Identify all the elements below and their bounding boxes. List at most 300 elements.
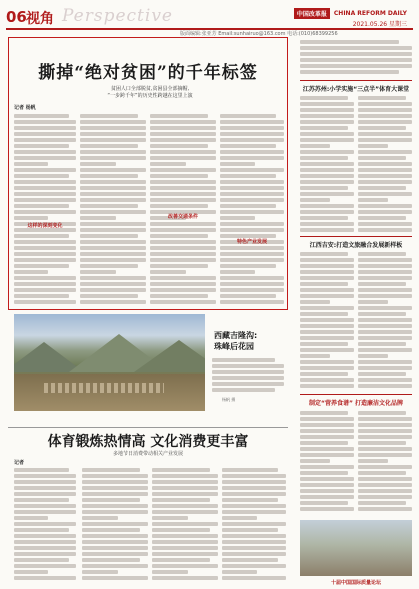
- text-line: [358, 507, 412, 511]
- text-line: [300, 378, 354, 382]
- text-line: [14, 192, 76, 196]
- text-line: [220, 168, 284, 172]
- text-line: [14, 144, 69, 148]
- text-line: [80, 264, 138, 268]
- text-line: [358, 348, 412, 352]
- text-line: [300, 120, 354, 124]
- text-line: [300, 495, 354, 499]
- text-line: [150, 162, 186, 166]
- text-line: [80, 282, 146, 286]
- text-line: [300, 294, 354, 298]
- text-line: [14, 522, 76, 526]
- text-line: [222, 576, 286, 580]
- text-line: [82, 498, 140, 502]
- text-line: [14, 288, 76, 292]
- text-line: [300, 489, 354, 493]
- text-line: [82, 528, 140, 532]
- text-line: [358, 417, 412, 421]
- text-line: [300, 465, 354, 469]
- page-number: 06: [6, 8, 27, 26]
- text-line: [222, 504, 286, 508]
- text-line: [300, 58, 412, 62]
- text-line: [300, 330, 354, 334]
- text-line: [358, 459, 388, 463]
- text-line: [358, 477, 412, 481]
- text-line: [14, 204, 69, 208]
- text-line: [152, 552, 218, 556]
- text-line: [14, 114, 69, 118]
- text-line: [358, 300, 388, 304]
- text-line: [80, 276, 146, 280]
- text-line: [358, 150, 412, 154]
- photo-caption-title: [214, 330, 284, 352]
- section-title-en: Perspective: [62, 6, 173, 26]
- text-line: [212, 364, 284, 368]
- text-line: [80, 156, 146, 160]
- text-line: [14, 480, 76, 484]
- text-line: [150, 150, 216, 154]
- text-line: [150, 264, 208, 268]
- text-line: [300, 162, 354, 166]
- text-line: [82, 576, 148, 580]
- text-line: [300, 300, 330, 304]
- text-line: [80, 216, 116, 220]
- text-line: [80, 186, 146, 190]
- right-rule-2: [300, 236, 412, 237]
- section2-byline: 记者: [14, 460, 25, 466]
- text-line: [222, 474, 286, 478]
- text-line: [300, 156, 348, 160]
- text-line: [80, 180, 146, 184]
- text-line: [300, 168, 354, 172]
- text-line: [14, 132, 76, 136]
- text-line: [150, 192, 216, 196]
- text-line: [152, 528, 210, 532]
- text-line: [358, 384, 412, 388]
- text-line: [300, 507, 354, 511]
- text-line: [358, 228, 412, 232]
- text-line: [222, 486, 286, 490]
- text-line: [300, 180, 354, 184]
- text-line: [358, 126, 406, 130]
- text-line: [80, 120, 146, 124]
- text-line: [14, 540, 76, 544]
- text-line: [152, 498, 210, 502]
- text-line: [14, 210, 76, 214]
- text-line: [300, 108, 354, 112]
- text-line: [80, 258, 146, 262]
- text-line: [358, 270, 412, 274]
- feature-column-2: [80, 112, 146, 304]
- text-line: [300, 336, 354, 340]
- text-line: [82, 510, 148, 514]
- text-line: [300, 429, 354, 433]
- feature-subhead: [40, 86, 260, 100]
- text-line: [152, 468, 210, 472]
- text-line: [300, 198, 330, 202]
- text-line: [300, 210, 354, 214]
- text-line: [222, 534, 286, 538]
- text-line: [300, 64, 412, 68]
- section2-column-3: [152, 466, 218, 584]
- text-line: [220, 198, 284, 202]
- text-line: [220, 156, 284, 160]
- text-line: [358, 138, 412, 142]
- text-line: [358, 186, 406, 190]
- text-line: [220, 180, 284, 184]
- text-line: [220, 120, 284, 124]
- text-line: [220, 132, 284, 136]
- text-line: [300, 270, 354, 274]
- text-line: [358, 180, 412, 184]
- text-line: [358, 378, 412, 382]
- text-line: [220, 192, 284, 196]
- text-line: [300, 312, 348, 316]
- text-line: [150, 180, 216, 184]
- text-line: [222, 564, 286, 568]
- text-line: [14, 276, 76, 280]
- right-story2-col2: [358, 250, 412, 390]
- text-line: [358, 471, 406, 475]
- feature-column-4: [220, 112, 284, 304]
- text-line: [14, 240, 76, 244]
- feature-subhead-line2: “一步跨千年”的历史性跨越在这里上演: [107, 93, 193, 99]
- text-line: [358, 312, 406, 316]
- text-line: [300, 354, 330, 358]
- text-line: [82, 546, 148, 550]
- section2-column-1: [14, 466, 76, 584]
- text-line: [358, 294, 412, 298]
- text-line: [222, 552, 286, 556]
- text-line: [150, 132, 216, 136]
- text-line: [358, 423, 412, 427]
- section-title: 视角: [26, 11, 54, 27]
- text-line: [212, 376, 284, 380]
- text-line: [80, 114, 138, 118]
- text-line: [300, 46, 412, 50]
- text-line: [212, 388, 275, 392]
- text-line: [150, 120, 216, 124]
- text-line: [150, 270, 186, 274]
- text-line: [80, 240, 146, 244]
- text-line: [300, 144, 330, 148]
- text-line: [358, 435, 412, 439]
- text-line: [300, 96, 348, 100]
- photo-caption-line1: 西藏吉隆沟:: [214, 331, 258, 340]
- text-line: [220, 300, 284, 304]
- text-line: [14, 564, 76, 568]
- right-story2-title: 江西吉安:打造文旅融合发展新样板: [309, 242, 403, 249]
- text-line: [300, 477, 354, 481]
- text-line: [14, 504, 76, 508]
- text-line: [150, 144, 208, 148]
- text-line: [358, 258, 412, 262]
- text-line: [220, 210, 284, 214]
- text-line: [358, 465, 412, 469]
- text-line: [14, 270, 48, 274]
- masthead: [294, 8, 407, 19]
- photo-credit: 杨帆 摄: [222, 397, 236, 402]
- text-line: [150, 222, 216, 226]
- text-line: [14, 162, 48, 166]
- text-line: [358, 306, 412, 310]
- text-line: [300, 70, 399, 74]
- text-line: [220, 144, 276, 148]
- text-line: [150, 228, 216, 232]
- text-line: [300, 192, 354, 196]
- text-line: [14, 498, 69, 502]
- issue-date: 2021.05.26 星期三: [352, 21, 407, 28]
- text-line: [300, 318, 354, 322]
- text-line: [150, 282, 216, 286]
- text-line: [358, 330, 412, 334]
- text-line: [358, 429, 412, 433]
- text-line: [300, 288, 354, 292]
- text-line: [152, 558, 210, 562]
- text-line: [14, 186, 76, 190]
- text-line: [222, 480, 286, 484]
- text-line: [300, 459, 330, 463]
- editor-info: 版面编辑:张亚芳 Email:sunhairuo@163.com 电话:(010)68399256: [180, 31, 338, 37]
- text-line: [222, 522, 286, 526]
- text-line: [14, 120, 76, 124]
- text-line: [358, 96, 406, 100]
- right-photo-caption: 十届中国国际质量论坛: [330, 580, 381, 586]
- text-line: [222, 516, 257, 520]
- text-line: [150, 258, 216, 262]
- text-line: [82, 516, 118, 520]
- text-line: [14, 198, 76, 202]
- text-line: [80, 300, 146, 304]
- text-line: [14, 294, 69, 298]
- text-line: [212, 382, 284, 386]
- right-story3-col1: [300, 409, 354, 515]
- text-line: [358, 132, 412, 136]
- text-line: [14, 168, 76, 172]
- text-line: [358, 192, 412, 196]
- text-line: [358, 210, 412, 214]
- text-line: [300, 252, 348, 256]
- text-line: [300, 174, 354, 178]
- text-line: [82, 504, 148, 508]
- text-line: [80, 228, 146, 232]
- right-story1-col1: [300, 94, 354, 232]
- text-line: [14, 282, 76, 286]
- text-line: [14, 156, 76, 160]
- text-line: [358, 366, 412, 370]
- text-line: [152, 570, 188, 574]
- feature-subhead-c: 特色产业发展: [236, 239, 267, 245]
- text-line: [220, 228, 284, 232]
- text-line: [358, 282, 406, 286]
- text-line: [14, 264, 69, 268]
- text-line: [358, 441, 406, 445]
- text-line: [220, 114, 276, 118]
- right-rule-3: [300, 394, 412, 395]
- text-line: [358, 108, 412, 112]
- text-line: [82, 534, 148, 538]
- text-line: [14, 468, 69, 472]
- right-top-text: [300, 38, 412, 76]
- text-line: [300, 222, 354, 226]
- text-line: [152, 534, 218, 538]
- text-line: [14, 126, 76, 130]
- text-line: [82, 522, 148, 526]
- text-line: [80, 234, 138, 238]
- feature-subhead-line1: 贫困人口全部脱贫,贫困县全部摘帽,: [110, 86, 190, 92]
- section2-column-2: [82, 466, 148, 584]
- text-line: [80, 162, 116, 166]
- text-line: [358, 495, 412, 499]
- feature-subhead-a: 这样的深刻变化: [27, 223, 63, 229]
- text-line: [150, 234, 208, 238]
- text-line: [358, 174, 412, 178]
- text-line: [14, 492, 76, 496]
- text-line: [220, 222, 284, 226]
- text-line: [300, 360, 354, 364]
- text-line: [150, 288, 216, 292]
- paper-name-en: CHINA REFORM DAILY: [333, 10, 407, 17]
- text-line: [358, 336, 412, 340]
- text-line: [80, 126, 146, 130]
- text-line: [300, 150, 354, 154]
- text-line: [300, 372, 348, 376]
- text-line: [80, 270, 116, 274]
- text-line: [14, 246, 76, 250]
- text-line: [300, 204, 354, 208]
- text-line: [358, 252, 406, 256]
- text-line: [220, 204, 276, 208]
- text-line: [300, 366, 354, 370]
- text-line: [300, 483, 354, 487]
- text-line: [82, 468, 140, 472]
- section-divider: [8, 427, 288, 428]
- text-line: [150, 198, 216, 202]
- section2-subhead: 多地节日消费带动相关产业发展: [112, 451, 183, 457]
- text-line: [300, 276, 354, 280]
- text-line: [358, 288, 412, 292]
- text-line: [80, 252, 146, 256]
- text-line: [220, 246, 284, 250]
- text-line: [150, 276, 216, 280]
- text-line: [358, 198, 388, 202]
- text-line: [150, 168, 216, 172]
- text-line: [82, 492, 148, 496]
- text-line: [80, 222, 146, 226]
- text-line: [300, 282, 348, 286]
- text-line: [150, 246, 216, 250]
- text-line: [80, 132, 146, 136]
- text-line: [300, 52, 412, 56]
- text-line: [220, 270, 255, 274]
- text-line: [300, 258, 354, 262]
- text-line: [300, 228, 354, 232]
- text-line: [220, 276, 284, 280]
- text-line: [14, 534, 76, 538]
- text-line: [82, 540, 148, 544]
- text-line: [14, 474, 76, 478]
- text-line: [300, 384, 354, 388]
- text-line: [152, 576, 218, 580]
- text-line: [14, 516, 48, 520]
- text-line: [300, 132, 354, 136]
- text-line: [80, 198, 146, 202]
- text-line: [220, 252, 284, 256]
- text-line: [152, 540, 218, 544]
- text-line: [150, 204, 208, 208]
- text-line: [358, 114, 412, 118]
- text-line: [14, 546, 76, 550]
- text-line: [300, 411, 348, 415]
- text-line: [358, 216, 406, 220]
- text-line: [300, 447, 354, 451]
- right-photo: [300, 520, 412, 576]
- text-line: [358, 489, 412, 493]
- text-line: [300, 435, 354, 439]
- text-line: [300, 40, 399, 44]
- feature-subhead-b: 改善交通条件: [167, 214, 198, 220]
- text-line: [222, 468, 278, 472]
- text-line: [220, 174, 276, 178]
- text-line: [150, 186, 216, 190]
- text-line: [300, 126, 348, 130]
- text-line: [152, 504, 218, 508]
- text-line: [358, 354, 388, 358]
- text-line: [150, 174, 208, 178]
- text-line: [150, 138, 216, 142]
- text-line: [150, 294, 208, 298]
- text-line: [152, 486, 218, 490]
- text-line: [80, 192, 146, 196]
- text-line: [358, 447, 412, 451]
- text-line: [82, 552, 148, 556]
- text-line: [152, 522, 218, 526]
- text-line: [300, 501, 348, 505]
- text-line: [220, 282, 284, 286]
- text-line: [300, 186, 348, 190]
- landscape-photo: [14, 314, 205, 411]
- text-line: [80, 204, 138, 208]
- text-line: [222, 570, 257, 574]
- text-line: [300, 342, 348, 346]
- text-line: [82, 570, 118, 574]
- text-line: [358, 162, 412, 166]
- text-line: [80, 288, 146, 292]
- text-line: [150, 300, 216, 304]
- text-line: [358, 156, 406, 160]
- text-line: [358, 453, 412, 457]
- text-line: [358, 102, 412, 106]
- right-story1-col2: [358, 94, 412, 232]
- text-line: [80, 150, 146, 154]
- text-line: [358, 120, 412, 124]
- text-line: [80, 210, 146, 214]
- text-line: [152, 516, 188, 520]
- text-line: [220, 162, 255, 166]
- text-line: [14, 174, 69, 178]
- text-line: [358, 222, 412, 226]
- photo-caption-body: [212, 356, 284, 394]
- feature-byline: 记者 杨帆: [14, 105, 36, 111]
- text-line: [220, 138, 284, 142]
- text-line: [150, 240, 216, 244]
- text-line: [220, 288, 284, 292]
- text-line: [152, 546, 218, 550]
- text-line: [14, 528, 69, 532]
- text-line: [80, 246, 146, 250]
- photo-caption-line2: 珠峰后花园: [214, 342, 254, 351]
- text-line: [300, 114, 354, 118]
